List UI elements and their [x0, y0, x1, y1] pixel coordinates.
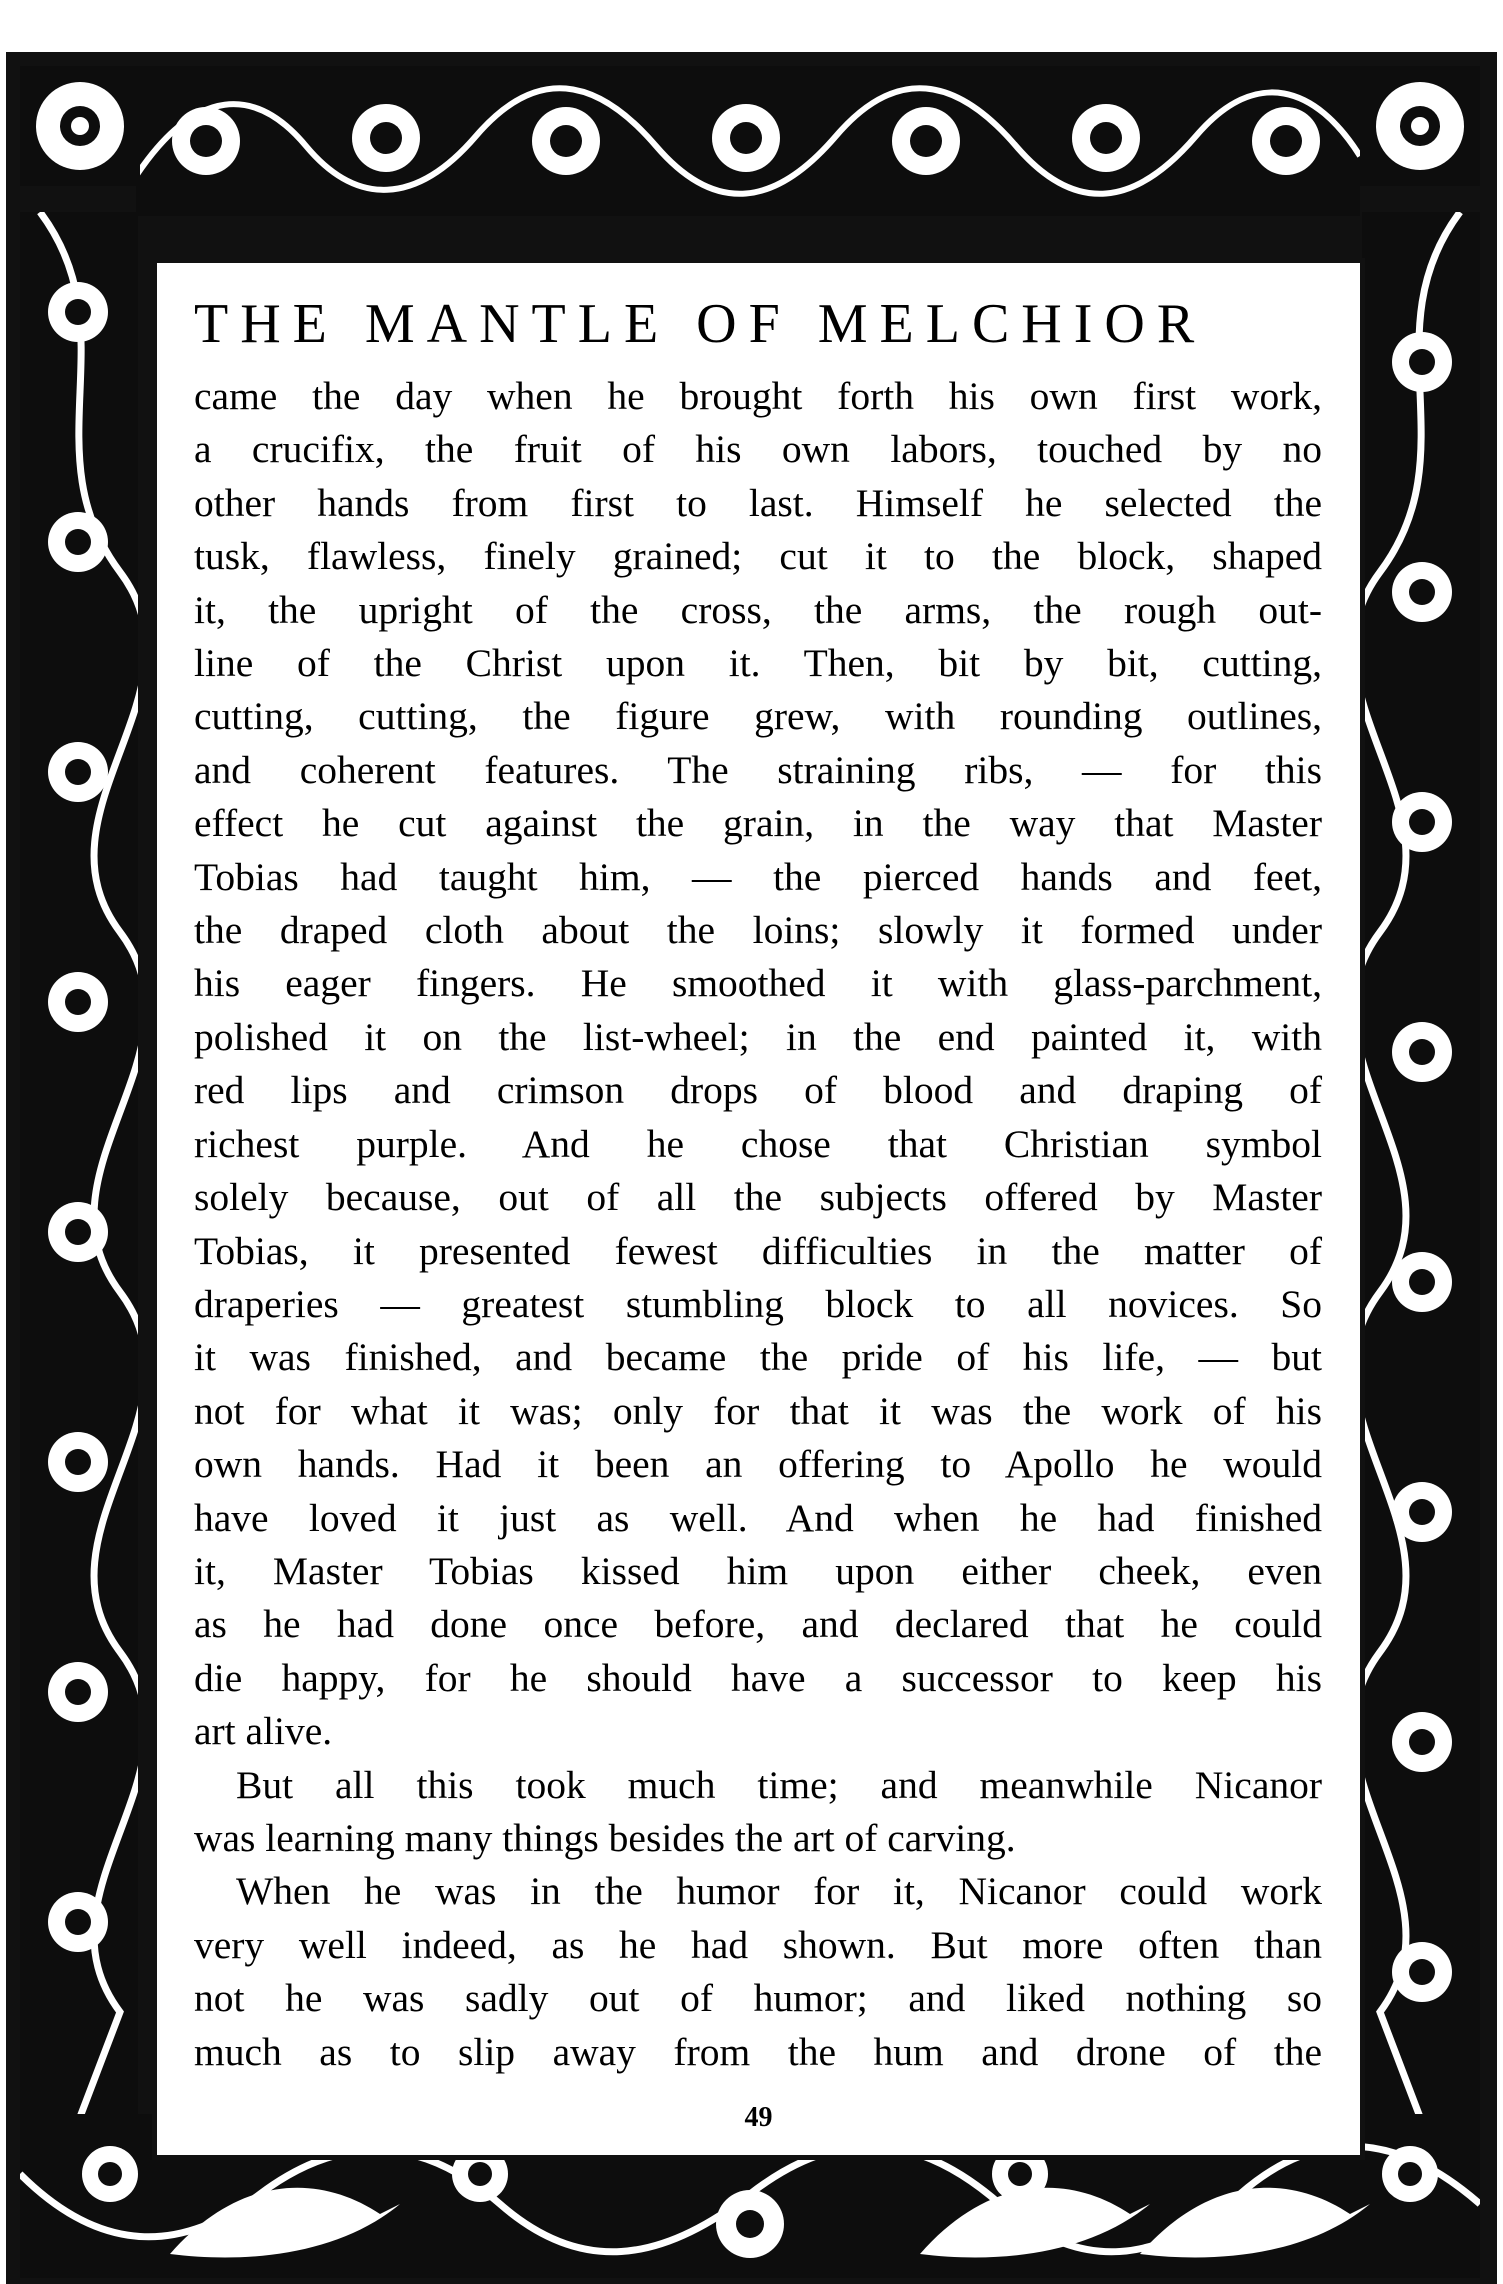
text-line: his eager fingers. He smoothed it with glass-parchment, — [194, 961, 1322, 1006]
text-line: line of the Christ upon it. Then, bit by bit, cutting, — [194, 641, 1322, 686]
text-line: draperies — greatest stumbling block to all novices. So — [194, 1281, 1322, 1326]
text-line: a crucifix, the fruit of his own labors, touched by no — [194, 427, 1322, 472]
left-ornamental-border — [20, 212, 138, 2117]
top-left-rosette — [20, 66, 140, 186]
text-line: richest purple. And he chose that Christian symbol — [194, 1121, 1322, 1166]
text-line: But all this took much time; and meanwhile Nicanor — [236, 1762, 1322, 1807]
text-line: it, the upright of the cross, the arms, the rough out- — [194, 587, 1322, 632]
text-line: tusk, flawless, finely grained; cut it to the block, shaped — [194, 534, 1322, 579]
text-line: Tobias had taught him, — the pierced hands and feet, — [194, 854, 1322, 899]
text-line: not he was sadly out of humor; and liked nothing so — [194, 1976, 1322, 2021]
text-line: solely because, out of all the subjects offered by Master — [194, 1175, 1322, 1220]
text-line: it, Master Tobias kissed him upon either cheek, even — [194, 1548, 1322, 1593]
text-line: have loved it just as well. And when he had finished — [194, 1495, 1322, 1540]
text-line: and coherent features. The straining ribs, — for this — [194, 747, 1322, 792]
decorative-border-frame — [6, 52, 1497, 2284]
text-panel — [156, 262, 1361, 2156]
body-text — [194, 370, 1322, 2079]
top-ornamental-border — [136, 66, 1360, 216]
text-line: die happy, for he should have a successor to keep his — [194, 1655, 1322, 1700]
running-head: THE MANTLE OF MELCHIOR — [194, 293, 1207, 355]
page-number: 49 — [744, 2102, 773, 2133]
text-line: very well indeed, as he had shown. But more often than — [194, 1922, 1322, 1967]
text-line: art alive. — [194, 1709, 333, 1754]
text-line: other hands from first to last. Himself he selected the — [194, 480, 1322, 525]
text-line: came the day when he brought forth his own first work, — [194, 374, 1322, 418]
text-line: it was finished, and became the pride of his life, — but — [194, 1335, 1322, 1380]
text-line: was learning many things besides the art of carving. — [194, 1815, 1016, 1860]
text-line: much as to slip away from the hum and drone of the — [194, 2029, 1322, 2074]
text-line: polished it on the list-wheel; in the end painted it, with — [194, 1014, 1322, 1059]
text-line: When he was in the humor for it, Nicanor could work — [236, 1869, 1322, 1914]
text-line: Tobias, it presented fewest difficulties in the matter of — [194, 1228, 1322, 1273]
text-line: effect he cut against the grain, in the way that Master — [194, 801, 1322, 846]
text-line: cutting, cutting, the figure grew, with rounding outlines, — [194, 694, 1322, 739]
top-right-rosette — [1360, 66, 1480, 186]
text-line: the draped cloth about the loins; slowly it formed under — [194, 908, 1322, 953]
text-line: red lips and crimson drops of blood and draping of — [194, 1068, 1322, 1113]
text-line: not for what it was; only for that it was the work of his — [194, 1388, 1322, 1433]
text-line: own hands. Had it been an offering to Apollo he would — [194, 1442, 1322, 1487]
right-ornamental-border — [1362, 212, 1480, 2117]
text-line: as he had done once before, and declared that he could — [194, 1602, 1322, 1647]
